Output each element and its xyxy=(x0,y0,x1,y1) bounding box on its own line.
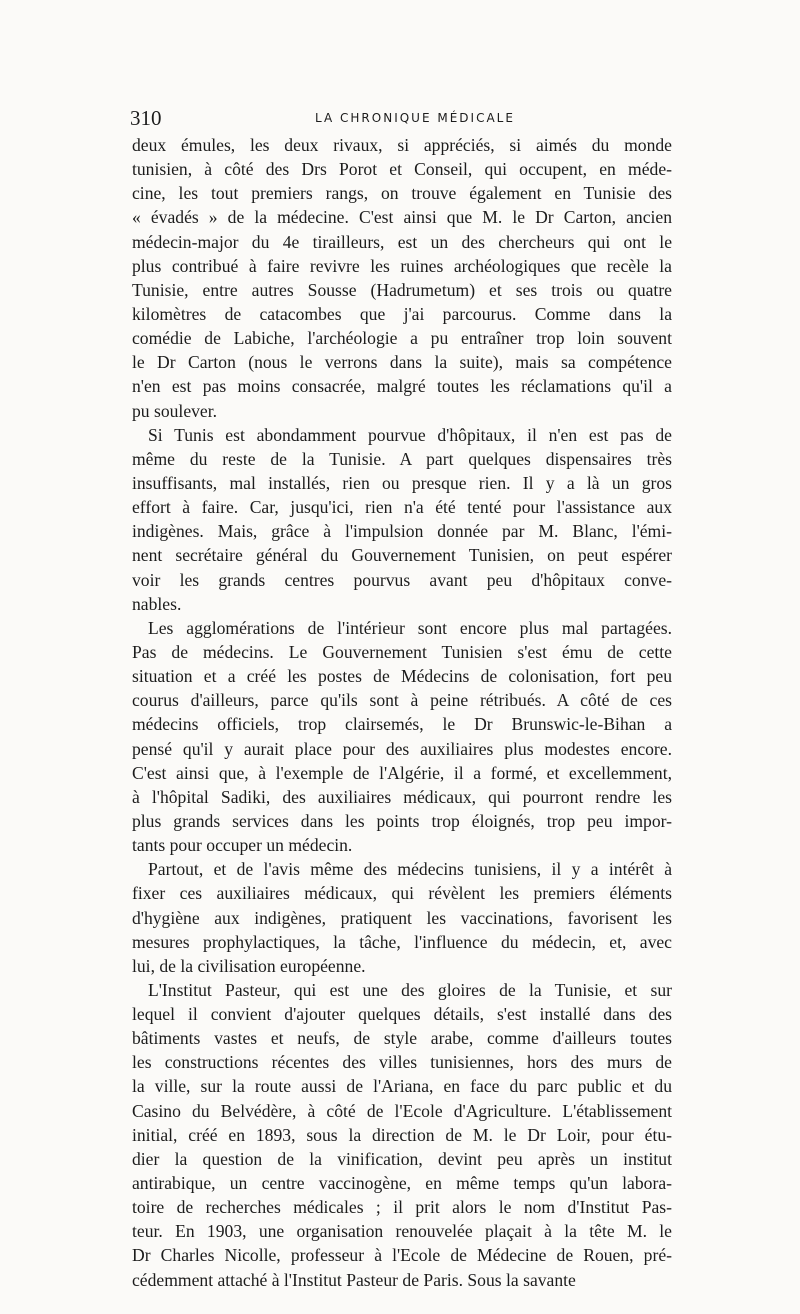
text-line: fixer ces auxiliaires médicaux, qui révèlent les premiers éléments xyxy=(132,883,672,904)
text-line: pu soulever. xyxy=(132,400,218,421)
running-head xyxy=(130,106,670,130)
text-line: Tunisie, entre autres Sousse (Hadrumetum) et ses trois ou quatre xyxy=(132,279,672,300)
text-line: à l'hôpital Sadiki, des auxiliaires médicaux, qui pourront rendre les xyxy=(132,786,672,807)
running-title: LA CHRONIQUE MÉDICALE xyxy=(315,111,515,125)
text-line: la ville, sur la route aussi de l'Ariana, en face du parc public et du xyxy=(132,1076,672,1097)
text-line: C'est ainsi que, à l'exemple de l'Algérie, il a formé, et excellemment, xyxy=(132,762,672,783)
text-line: Partout, et de l'avis même des médecins tunisiens, il y a intérêt à xyxy=(148,859,672,880)
text-line: situation et a créé les postes de Médecins de colonisation, fort peu xyxy=(132,666,672,687)
text-line: Pas de médecins. Le Gouvernement Tunisien s'est ému de cette xyxy=(132,641,672,662)
text-line: Casino du Belvédère, à côté de l'Ecole d'Agriculture. L'établissement xyxy=(132,1100,672,1121)
text-line: médecin-major du 4e tirailleurs, est un des chercheurs qui ont le xyxy=(132,231,672,252)
text-line: Dr Charles Nicolle, professeur à l'Ecole de Médecine de Rouen, pré- xyxy=(132,1245,672,1266)
text-line: médecins officiels, trop clairsemés, le Dr Brunswic-le-Bihan a xyxy=(132,714,672,735)
text-line: les constructions récentes des villes tunisiennes, hors des murs de xyxy=(132,1052,672,1073)
text-line: L'Institut Pasteur, qui est une des gloires de la Tunisie, et sur xyxy=(148,979,672,1000)
text-line: pensé qu'il y aurait place pour des auxiliaires plus modestes encore. xyxy=(132,738,672,759)
text-line: indigènes. Mais, grâce à l'impulsion donnée par M. Blanc, l'émi- xyxy=(132,521,672,542)
text-line: Les agglomérations de l'intérieur sont encore plus mal partagées. xyxy=(148,617,672,638)
text-line: d'hygiène aux indigènes, pratiquent les vaccinations, favorisent les xyxy=(132,907,672,928)
text-line: lui, de la civilisation européenne. xyxy=(132,955,366,976)
text-line: comédie de Labiche, l'archéologie a pu entraîner trop loin souvent xyxy=(132,328,672,349)
text-line: teur. En 1903, une organisation renouvelée plaçait à la tête M. le xyxy=(132,1221,672,1242)
text-line: le Dr Carton (nous le verrons dans la suite), mais sa compétence xyxy=(132,352,672,373)
paragraph xyxy=(132,857,672,978)
body-text xyxy=(132,133,672,1292)
text-line: Si Tunis est abondamment pourvue d'hôpitaux, il n'en est pas de xyxy=(148,424,672,445)
text-line: toire de recherches médicales ; il prit alors le nom d'Institut Pas- xyxy=(132,1197,672,1218)
text-line: dier la question de la vinification, devint peu après un institut xyxy=(132,1148,672,1169)
text-line: cine, les tout premiers rangs, on trouve également en Tunisie des xyxy=(132,183,672,204)
page-number: 310 xyxy=(130,106,162,130)
text-line: initial, créé en 1893, sous la direction de M. le Dr Loir, pour étu- xyxy=(132,1124,672,1145)
paragraph xyxy=(132,978,672,1292)
text-line: deux émules, les deux rivaux, si appréciés, si aimés du monde xyxy=(132,135,672,155)
text-line: nables. xyxy=(132,593,182,614)
paragraph xyxy=(132,616,672,857)
text-line: effort à faire. Car, jusqu'ici, rien n'a été tenté pour l'assistance aux xyxy=(132,497,672,518)
text-line: kilomètres de catacombes que j'ai parcourus. Comme dans la xyxy=(132,303,672,324)
paragraph xyxy=(132,423,672,616)
text-line: plus grands services dans les points trop éloignés, trop peu impor- xyxy=(132,810,672,831)
text-line: lequel il convient d'ajouter quelques détails, s'est installé dans des xyxy=(132,1004,672,1025)
paragraph xyxy=(132,133,672,423)
text-line: antirabique, un centre vaccinogène, en même temps qu'un labora- xyxy=(132,1173,672,1194)
text-line: courus d'ailleurs, parce qu'ils sont à peine rétribués. A côté de ces xyxy=(132,690,672,711)
text-line: plus contribué à faire revivre les ruines archéologiques que recèle la xyxy=(132,255,672,276)
text-line: n'en est pas moins consacrée, malgré toutes les réclamations qu'il a xyxy=(132,376,672,397)
text-line: même du reste de la Tunisie. A part quelques dispensaires très xyxy=(132,448,672,469)
text-line: cédemment attaché à l'Institut Pasteur de Paris. Sous la savante xyxy=(132,1269,576,1290)
text-line: mesures prophylactiques, la tâche, l'influence du médecin, et, avec xyxy=(132,931,672,952)
text-line: voir les grands centres pourvus avant peu d'hôpitaux conve- xyxy=(132,569,672,590)
text-line: insuffisants, mal installés, rien ou presque rien. Il y a là un gros xyxy=(132,472,672,493)
text-line: nent secrétaire général du Gouvernement Tunisien, on peut espérer xyxy=(132,545,672,566)
text-line: bâtiments vastes et neufs, de style arabe, comme d'ailleurs toutes xyxy=(132,1028,672,1049)
text-line: tunisien, à côté des Drs Porot et Conseil, qui occupent, en méde- xyxy=(132,159,672,180)
text-line: tants pour occuper un médecin. xyxy=(132,835,353,856)
text-line: « évadés » de la médecine. C'est ainsi que M. le Dr Carton, ancien xyxy=(132,207,672,228)
